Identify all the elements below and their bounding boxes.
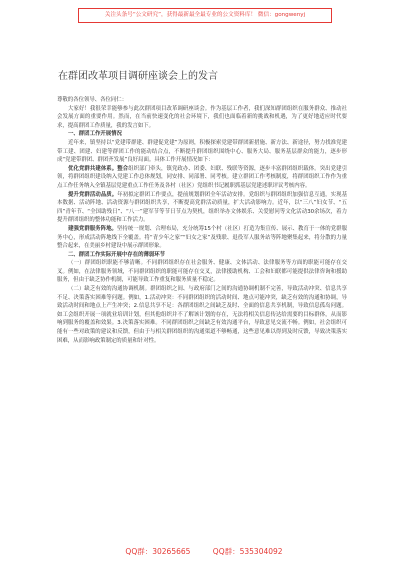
paragraph-intro: 大家好！我很荣幸能够参与此次群团项目改革调研座谈会。作为基层工作者，我们深知群团组织在服务群众、推动社会发展方面的重要作用。然而，在当前快速变化的社会环境下，我们也面临着新的挑战和机遇，为了更好地适应时代要求，提高群团工作质量，我的发言如下。 [57,105,347,129]
paragraph-activities [57,191,347,225]
paragraph-system [57,165,347,191]
bold-lead-2: 提升党群活动品质。 [68,191,118,198]
footer-contacts [0,546,408,557]
paragraph-system-text: 组织部门牵头，镇党政办、团委、妇联、残联等资源，逐步丰富群团组织载体。突出党建引领，将群团组织建设纳入党建工作总体规划，同安排、同部署、同考核。建立群团工作考核制度，将群团组织工作作为重点工作任务纳入全镇基层党建重点工作任务及各村（社区）党组织书记履职抓基层党建述职评议考核内容。 [57,165,347,189]
footer-qq-1: QQ群：30265665 [125,547,191,556]
section-heading-2: 二、群团工作实际开展中存在的薄弱环节 [68,251,166,258]
document-title: 在群团改革项目调研座谈会上的发言 [58,71,218,82]
paragraph-weakness-1: （一）群团组织职能不够清晰。不同群团组织存在社会服务、健康、文体活动、法律服务等方面的职能可能存在交叉。例如，在法律服务领域，不同群团组织的职能可能存在交叉，法律援助机构、工会和妇联都可能提供法律咨询和援助服务，但由于缺乏协作机制，可能导致工作重复和服务质量不稳定。 [57,260,347,284]
paragraph-venues-text: 坚持统一规划、合理布局，充分统筹15个村（社区）打造为集宣传、展示、教育于一体的党群服务中心，形成活动阵地线下全覆盖。将“青少年之家”“妇女之家”及残联、退役军人服务站等阵地聚集起来，将分散的力量整合起来，在美丽乡村建设中展示群团形象。 [57,225,347,250]
paragraph-overview: 近年来，镇坚持以“党建带群建、群建促党建”为原则，积极探索党建带群团新措施、新方法、新途径，努力找准党建带工建、团建、妇建等群团工作的能动结合点，不断提升群团组织围绕中心、服务大局、服务基层群众的能力，逐步形成“党建带群团、群团齐发展”良好局面。具体工作开展情况如下： [57,139,347,164]
paragraph-weakness-2: （二）缺乏有效的沟通协调机制。群团组织之间、与政府部门之间的沟通协调机制不完善，导致活动冲突、信息共享不足、决策落实困难等问题。例如，1.活动冲突：不同群团组织的活动时间、地点可能冲突，缺乏有效的沟通和协调，导致活动时间和地点上产生冲突；2.信息共享不足：各群团组织之间缺乏及时、全面的信息共享机制，导致信息孤岛问题。如工会组织开展一项就业培训计划，但其他组织并不了解该计划的存在，无法将相关信息传达给需要的目标群体，从而影响到服务的覆盖和效果。3.决策落实困难。不同群团组织之间缺乏有效沟通平台，导致意见交流不畅。例如，社会组织可能有一些对政策的建议和反馈，但由于与相关群团组织的沟通渠道不够畅通，这些意见难以得到及时反馈，导致决策落实困难，从而影响政策制定的质量和针对性。 [57,286,347,344]
section-heading-1: 一、群团工作开展情况 [68,131,122,138]
document-body [57,96,347,345]
paragraph-activities-text: 年初拟定群团工作要点，提前规划群团全年活动安排。党组织与群团组织加强信息互通，实现基本数据、活动阵地、活动资源与群团组织共享，不断提高党群活动质量，扩大活动影响力。近年，以“三八”妇女节、“五四”青年节、“全国助残日”、“八一”建军节等节日节点为契机，组织举办文体娱乐、关爱慰问等文化活动30余场次，着力提升群团组织的整体功能和工作活力。 [57,191,347,224]
salutation: 尊敬的各位领导、各位同仁： [57,97,128,103]
paragraph-venues [57,225,347,251]
bold-lead-3: 建强党群服务阵地。 [68,225,117,232]
footer-qq-2: QQ群：535304092 [212,547,283,556]
bold-lead-1: 优化党群共建体系。整合 [68,165,129,172]
promo-banner: 关注头条号“公文研究”，获得最新最全最专业的公文资料库！ 微信：gongwenyj [78,8,332,23]
